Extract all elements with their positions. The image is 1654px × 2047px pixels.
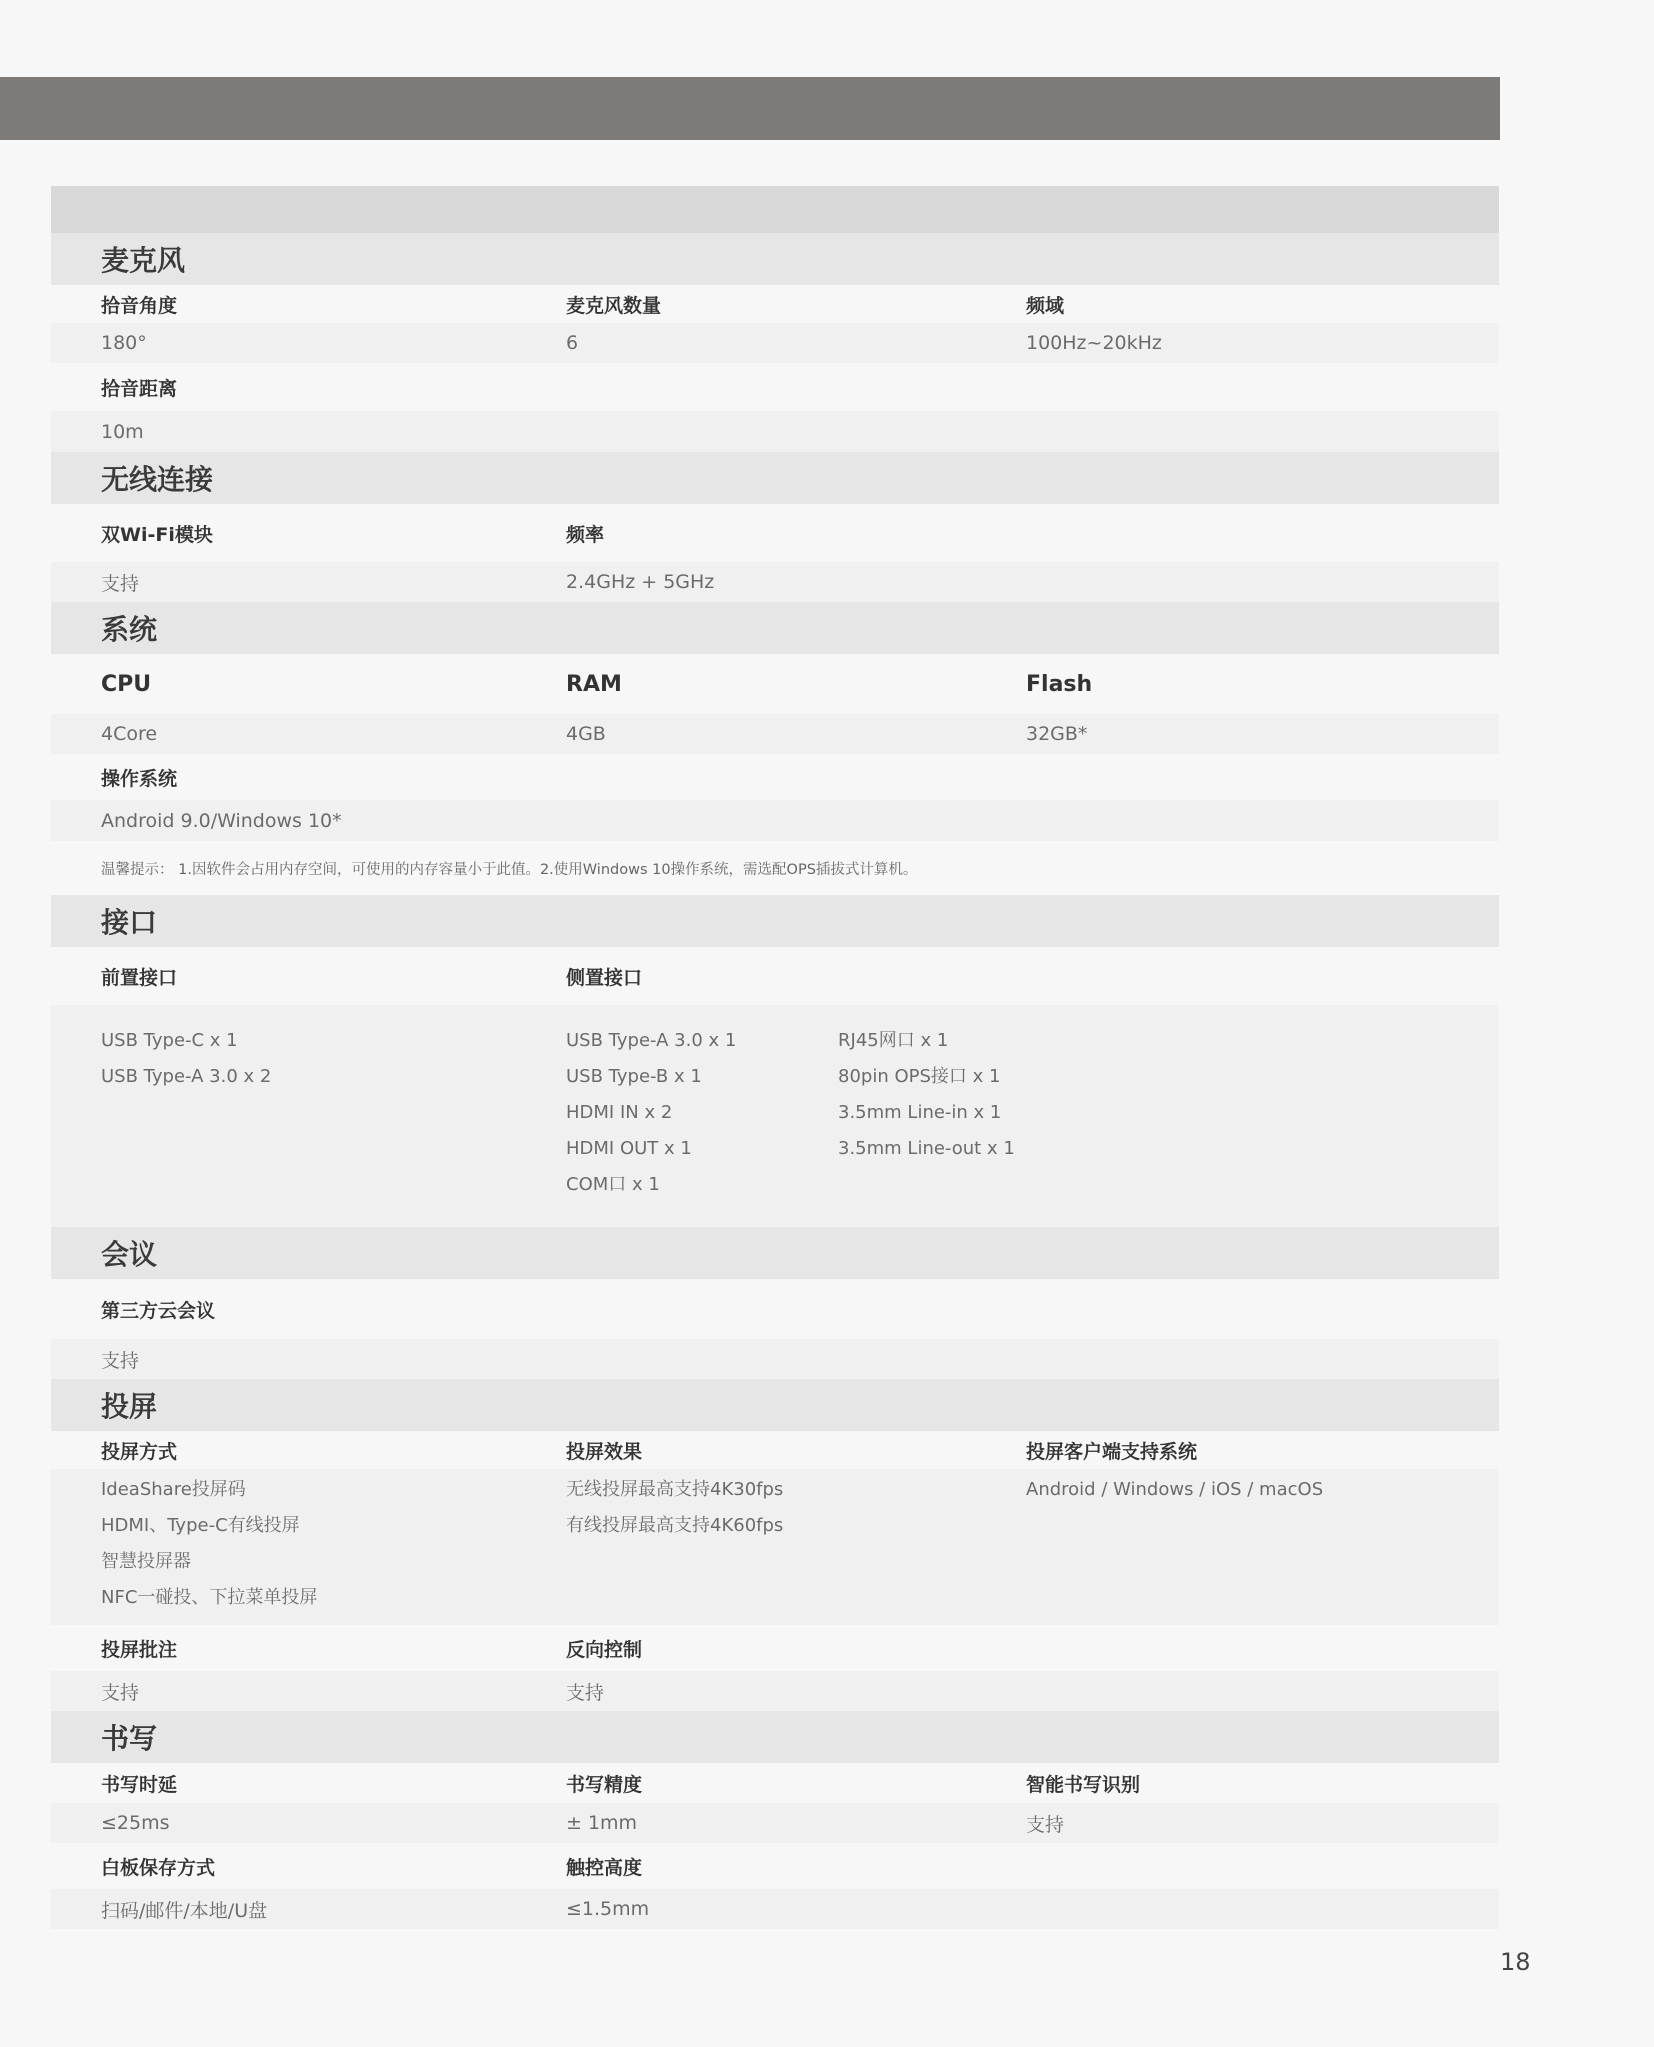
spec-label: 触控高度 — [566, 1856, 643, 1879]
spec-value: 4GB — [566, 723, 606, 745]
cast-value-block — [51, 1469, 1499, 1625]
spec-value: Android 9.0/Windows 10* — [101, 809, 342, 832]
spec-value-row — [51, 411, 1499, 452]
page-number: 18 — [1500, 1948, 1531, 1976]
footnote: 温馨提示： 1.因软件会占用内存空间，可使用的内存容量小于此值。2.使用Windows 10操作系统，需选配OPS插拔式计算机。 — [101, 861, 918, 878]
spec-label-row — [51, 504, 1499, 562]
spec-value: 10m — [101, 420, 144, 443]
list-item: NFC一碰投、下拉菜单投屏 — [101, 1587, 318, 1608]
spec-value: 支持 — [566, 1681, 605, 1704]
spec-label-row — [51, 1431, 1499, 1469]
spec-label: 拾音角度 — [101, 294, 178, 317]
spec-label: 投屏效果 — [566, 1440, 643, 1463]
spec-label: 白板保存方式 — [101, 1856, 216, 1879]
spec-label-row — [51, 363, 1499, 411]
spec-label-row — [51, 1279, 1499, 1339]
spec-label: 频率 — [566, 523, 605, 546]
spec-value-row — [51, 1889, 1499, 1929]
spec-label-row — [51, 1843, 1499, 1889]
section-title-ports: 接口 — [51, 895, 1499, 947]
list-item: COM口 x 1 — [566, 1174, 660, 1195]
cast-effects-list — [566, 1472, 783, 1544]
list-item: 智慧投屏器 — [101, 1551, 191, 1572]
section-title-writing: 书写 — [51, 1711, 1499, 1763]
spec-label-row — [51, 654, 1499, 714]
spec-label: 操作系统 — [101, 767, 178, 790]
section-title-system: 系统 — [51, 602, 1499, 654]
list-item: HDMI OUT x 1 — [566, 1138, 692, 1159]
list-item: 无线投屏最高支持4K30fps — [566, 1479, 784, 1500]
spec-value: 180° — [101, 332, 147, 354]
spec-label-row — [51, 947, 1499, 1005]
list-item: USB Type-B x 1 — [566, 1066, 702, 1087]
spec-label: 反向控制 — [566, 1638, 643, 1661]
list-item: USB Type-A 3.0 x 1 — [566, 1030, 737, 1051]
section-title-wireless: 无线连接 — [51, 452, 1499, 504]
spec-label: 智能书写识别 — [1026, 1773, 1141, 1796]
list-item: RJ45网口 x 1 — [838, 1030, 949, 1051]
cast-clients-list — [1026, 1472, 1323, 1508]
spec-value-row — [51, 714, 1499, 754]
spec-label-row — [51, 285, 1499, 323]
list-item: IdeaShare投屏码 — [101, 1479, 246, 1500]
spec-label-row — [51, 1625, 1499, 1671]
spec-label: CPU — [101, 671, 152, 697]
spec-label: 投屏方式 — [101, 1440, 178, 1463]
list-item: USB Type-A 3.0 x 2 — [101, 1066, 272, 1087]
ports-value-block — [51, 1005, 1499, 1227]
spec-label-row — [51, 754, 1499, 800]
spec-label-row — [51, 1763, 1499, 1803]
spec-value: 支持 — [101, 1349, 140, 1372]
list-item: HDMI IN x 2 — [566, 1102, 673, 1123]
spec-label: 书写精度 — [566, 1773, 643, 1796]
cast-methods-list — [101, 1472, 317, 1616]
spec-label: 投屏客户端支持系统 — [1026, 1440, 1198, 1463]
spec-label: 第三方云会议 — [101, 1299, 216, 1322]
spec-value: ± 1mm — [566, 1812, 638, 1834]
list-item: USB Type-C x 1 — [101, 1030, 238, 1051]
section-title-meeting: 会议 — [51, 1227, 1499, 1279]
front-ports-list — [101, 1023, 271, 1095]
section-title-mic: 麦克风 — [51, 233, 1499, 285]
list-item: 3.5mm Line-in x 1 — [838, 1102, 1002, 1123]
list-item: 80pin OPS接口 x 1 — [838, 1066, 1001, 1087]
spec-value: 扫码/邮件/本地/U盘 — [101, 1899, 268, 1922]
spec-value-row — [51, 1803, 1499, 1843]
spec-label: RAM — [566, 671, 622, 697]
header-bar — [0, 77, 1500, 140]
spec-value: 32GB* — [1026, 723, 1088, 745]
spec-label: 双Wi-Fi模块 — [101, 523, 213, 546]
spec-value: ≤1.5mm — [566, 1898, 650, 1920]
spec-value-row — [51, 323, 1499, 363]
list-item: 3.5mm Line-out x 1 — [838, 1138, 1015, 1159]
spec-value: 100Hz~20kHz — [1026, 332, 1162, 354]
list-item: 有线投屏最高支持4K60fps — [566, 1515, 784, 1536]
spec-value: 支持 — [1026, 1813, 1065, 1836]
spec-label: 前置接口 — [101, 966, 178, 989]
spec-value: 支持 — [101, 572, 140, 595]
list-item: Android / Windows / iOS / macOS — [1026, 1479, 1324, 1500]
spec-sheet — [51, 186, 1499, 1929]
spec-label: 拾音距离 — [101, 377, 178, 400]
spec-value-row — [51, 562, 1499, 602]
list-item: HDMI、Type-C有线投屏 — [101, 1515, 300, 1536]
spec-label: 投屏批注 — [101, 1638, 178, 1661]
side-ports-list — [566, 1023, 736, 1203]
spec-label: Flash — [1026, 671, 1093, 697]
spec-label: 侧置接口 — [566, 966, 643, 989]
spec-value: ≤25ms — [101, 1812, 170, 1834]
spec-value: 4Core — [101, 723, 158, 745]
side-ports-list-2 — [838, 1023, 1015, 1167]
spec-value: 6 — [566, 332, 579, 354]
spec-value-row — [51, 800, 1499, 841]
spec-value-row — [51, 1671, 1499, 1711]
spec-value: 支持 — [101, 1681, 140, 1704]
spec-label: 频域 — [1026, 294, 1065, 317]
section-title-cast: 投屏 — [51, 1379, 1499, 1431]
spec-value: 2.4GHz + 5GHz — [566, 571, 715, 593]
table-header-band — [51, 186, 1499, 233]
spec-label: 麦克风数量 — [566, 294, 662, 317]
spec-value-row — [51, 1339, 1499, 1379]
spec-label: 书写时延 — [101, 1773, 178, 1796]
